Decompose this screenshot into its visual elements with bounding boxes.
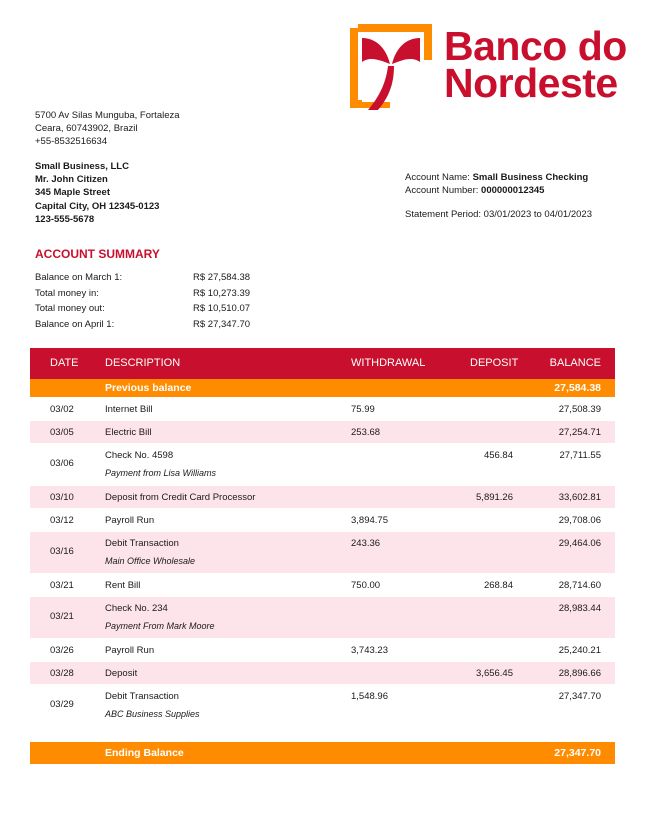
row-deposit: 3,656.45 [476, 668, 513, 679]
row-withdrawal: 750.00 [351, 580, 381, 591]
summary-row [35, 303, 295, 319]
bank-address-line1: 5700 Av Silas Munguba, Fortaleza [35, 110, 180, 121]
row-balance: 25,240.21 [558, 645, 601, 656]
row-withdrawal: 3,894.75 [351, 515, 388, 526]
row-description: Check No. 4598 [105, 450, 174, 461]
row-date: 03/21 [50, 580, 74, 591]
row-date: 03/28 [50, 668, 74, 679]
bank-name-line1: Banco do [444, 23, 627, 69]
row-withdrawal: 243.36 [351, 538, 381, 549]
row-sub-description: ABC Business Supplies [105, 709, 200, 719]
row-date: 03/26 [50, 645, 74, 656]
bank-name-line2: Nordeste [444, 60, 618, 106]
row-balance: 28,896.66 [558, 668, 601, 679]
account-name-label: Account Name: [405, 172, 473, 183]
account-name [405, 171, 588, 184]
table-row [30, 685, 615, 727]
ending-balance-value: 27,347.70 [554, 747, 601, 759]
table-row [30, 662, 615, 685]
customer-city: Capital City, OH 12345-0123 [35, 200, 160, 212]
table-row [30, 421, 615, 444]
row-description: Deposit [105, 668, 138, 679]
account-summary-title: ACCOUNT SUMMARY [35, 247, 160, 261]
summary-value: R$ 10,273.39 [193, 287, 251, 299]
table-row [30, 398, 615, 421]
summary-value: R$ 27,584.38 [193, 272, 251, 283]
table-row [30, 486, 615, 509]
bank-phone: +55-8532516634 [35, 136, 108, 147]
row-description: Debit Transaction [105, 691, 179, 702]
account-name-value: Small Business Checking [472, 172, 589, 183]
row-balance: 27,711.55 [559, 450, 601, 461]
summary-label: Total money in: [35, 287, 99, 299]
row-sub-description: Payment from Lisa Williams [105, 468, 216, 478]
row-date: 03/21 [50, 611, 74, 622]
row-balance: 28,983.44 [558, 603, 601, 614]
transactions-table [30, 348, 615, 765]
account-info [405, 171, 588, 197]
statement-period: Statement Period: 03/01/2023 to 04/01/2023 [405, 209, 592, 220]
row-withdrawal: 3,743.23 [351, 645, 388, 656]
row-date: 03/29 [50, 699, 74, 710]
account-number-value: 000000012345 [481, 185, 545, 196]
row-balance: 28,714.60 [558, 580, 601, 591]
row-date: 03/10 [50, 492, 74, 503]
bank-address-line2: Ceara, 60743902, Brazil [35, 123, 138, 134]
row-description: Payroll Run [105, 645, 155, 656]
row-balance: 27,347.70 [558, 691, 601, 702]
summary-row [35, 288, 295, 304]
table-row [30, 532, 615, 574]
row-description: Internet Bill [105, 404, 153, 415]
table-row [30, 597, 615, 639]
row-description: Debit Transaction [105, 538, 179, 549]
row-description: Deposit from Credit Card Processor [105, 492, 256, 503]
customer-address [35, 160, 159, 226]
table-row [30, 509, 615, 532]
row-date: 03/02 [50, 404, 74, 415]
row-balance: 29,464.06 [558, 538, 601, 549]
header-balance: BALANCE [549, 357, 601, 369]
ending-balance-label: Ending Balance [105, 747, 184, 759]
summary-label: Total money out: [35, 303, 105, 314]
previous-balance-value: 27,584.38 [554, 382, 601, 394]
row-date: 03/16 [50, 546, 74, 557]
summary-value: R$ 10,510.07 [193, 303, 251, 314]
header-date: DATE [50, 357, 79, 369]
row-balance: 29,708.06 [558, 515, 601, 526]
summary-row [35, 319, 295, 335]
ending-balance-row [30, 742, 615, 765]
bank-logo [348, 23, 627, 114]
row-date: 03/12 [50, 515, 74, 526]
account-number [405, 184, 588, 197]
previous-balance-row [30, 379, 615, 398]
row-balance: 33,602.81 [558, 492, 601, 503]
row-sub-description: Main Office Wholesale [105, 556, 196, 566]
row-withdrawal: 1,548.96 [351, 691, 388, 702]
customer-contact: Mr. John Citizen [35, 174, 108, 186]
table-row [30, 574, 615, 597]
summary-label: Balance on April 1: [35, 318, 115, 330]
row-description: Check No. 234 [105, 603, 168, 614]
table-header [30, 348, 615, 379]
customer-phone: 123-555-5678 [35, 213, 95, 225]
row-date: 03/06 [50, 458, 74, 469]
table-row [30, 639, 615, 662]
customer-street: 345 Maple Street [35, 187, 110, 199]
row-withdrawal: 75.99 [351, 404, 375, 415]
summary-value: R$ 27,347.70 [193, 318, 251, 330]
bank-logo-mark-icon [348, 24, 434, 110]
bank-name [444, 23, 627, 106]
summary-label: Balance on March 1: [35, 272, 123, 283]
row-description: Payroll Run [105, 515, 155, 526]
row-date: 03/05 [50, 427, 74, 438]
row-description: Rent Bill [105, 580, 141, 591]
account-number-label: Account Number: [405, 185, 482, 196]
header-description: DESCRIPTION [105, 357, 181, 369]
bank-address [35, 109, 180, 148]
row-withdrawal: 253.68 [351, 427, 381, 438]
table-row [30, 444, 615, 486]
account-summary [35, 272, 295, 334]
row-sub-description: Payment From Mark Moore [105, 621, 215, 631]
row-deposit: 5,891.26 [476, 492, 513, 503]
transaction-rows [30, 398, 615, 727]
previous-balance-label: Previous balance [105, 382, 192, 394]
row-balance: 27,508.39 [558, 404, 601, 415]
customer-company: Small Business, LLC [35, 161, 129, 172]
header-deposit: DEPOSIT [470, 357, 519, 369]
row-balance: 27,254.71 [558, 427, 601, 438]
summary-row [35, 272, 295, 288]
row-deposit: 268.84 [483, 580, 513, 591]
row-deposit: 456.84 [483, 450, 513, 461]
row-description: Electric Bill [105, 427, 152, 438]
header-withdrawal: WITHDRAWAL [351, 357, 426, 369]
